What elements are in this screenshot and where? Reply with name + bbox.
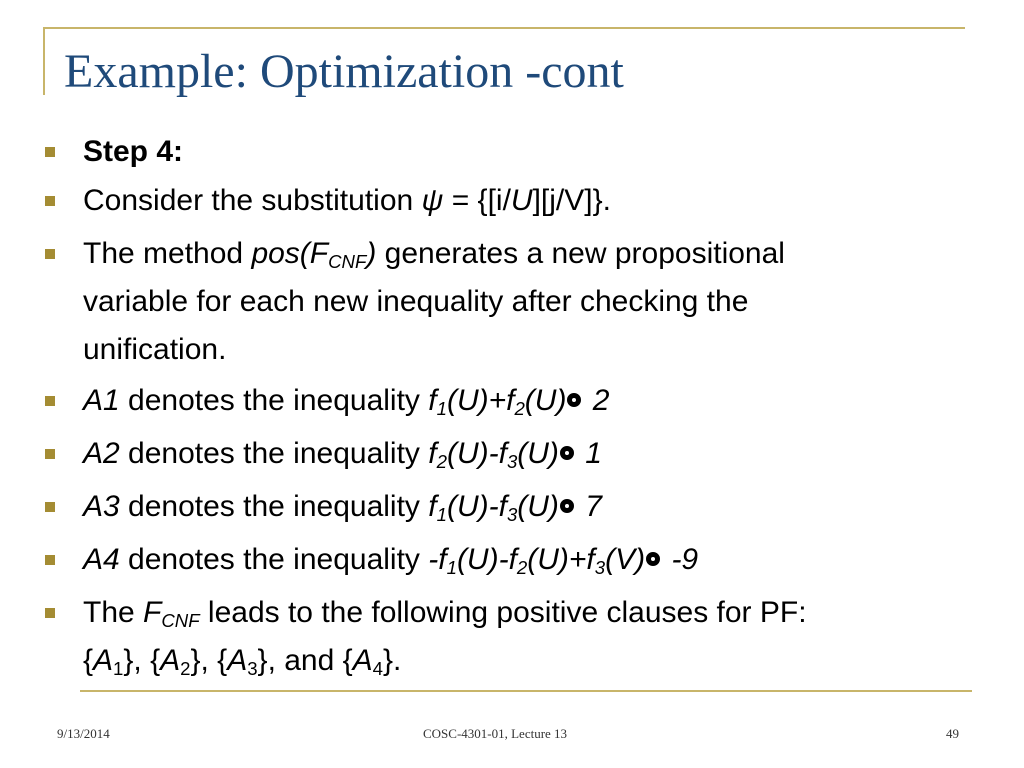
ring-symbol-icon — [560, 499, 574, 513]
subscript: 2 — [180, 658, 191, 680]
bullet-a2 — [83, 430, 983, 478]
text-run: generates a new propositional — [376, 237, 785, 270]
subscript: 3 — [247, 658, 258, 680]
a1-expression — [428, 384, 567, 420]
subscript: 1 — [436, 504, 447, 526]
square-bullet-icon — [45, 249, 55, 259]
pos-line-2: variable for each new inequality after checking the — [83, 285, 749, 318]
a2-value: 1 — [576, 437, 602, 470]
text-run: (U) — [517, 490, 559, 523]
text-run: }, and { — [257, 644, 353, 677]
text-run: denotes the inequality — [119, 437, 429, 470]
text-run: denotes the inequality — [119, 543, 429, 576]
a3-line — [83, 483, 983, 531]
a1-value: 2 — [584, 384, 610, 417]
text-run: denotes the inequality — [119, 490, 429, 523]
text-run: (U) — [517, 437, 559, 470]
text-run: The — [83, 596, 144, 629]
text-run: }, { — [190, 644, 228, 677]
bullet-a1 — [83, 377, 983, 425]
text-run: A — [93, 644, 114, 677]
a2-expression — [428, 437, 559, 473]
a4-expression — [428, 543, 646, 579]
square-bullet-icon — [45, 396, 55, 406]
a1-label: A1 — [83, 384, 120, 417]
square-bullet-icon — [45, 608, 55, 618]
a3-expression — [428, 490, 559, 526]
subscript: 1 — [113, 658, 124, 680]
text-run: A — [160, 644, 181, 677]
subscript: 3 — [594, 557, 606, 579]
square-bullet-icon — [45, 502, 55, 512]
step-label: Step 4: — [83, 135, 184, 168]
square-bullet-icon — [45, 196, 55, 206]
square-bullet-icon — [45, 147, 55, 157]
subscript: 3 — [506, 451, 518, 473]
a3-label: A3 — [83, 490, 120, 523]
ring-symbol-icon — [646, 552, 660, 566]
fcnf-symbol — [143, 596, 200, 632]
text-run: Consider the substitution — [83, 184, 422, 217]
a3-value: 7 — [576, 490, 602, 523]
pos-function — [251, 237, 377, 273]
text-run: F — [143, 596, 162, 629]
clauses-line-1 — [83, 589, 983, 637]
subscript: 2 — [516, 557, 528, 579]
text-run: { — [83, 644, 94, 677]
subscript: 3 — [506, 504, 518, 526]
subscript: 1 — [446, 557, 457, 579]
a2-label: A2 — [83, 437, 120, 470]
bullet-a4 — [83, 536, 983, 584]
bullet-pos-method — [83, 230, 983, 374]
bullet-substitution — [83, 177, 983, 225]
text-run: ][j/V]}. — [532, 184, 611, 217]
text-run: U — [510, 184, 533, 217]
text-run: (U)+f — [527, 543, 595, 576]
text-run: -f — [428, 543, 447, 576]
text-run: ) — [366, 237, 377, 270]
text-run: (U)-f — [446, 490, 507, 523]
ring-symbol-icon — [560, 446, 574, 460]
subscript: CNF — [328, 251, 367, 273]
footer-date: 9/13/2014 — [57, 726, 110, 741]
a4-value: -9 — [663, 543, 699, 576]
a1-line — [83, 377, 983, 425]
a4-label: A4 — [83, 543, 120, 576]
pos-line-1 — [83, 230, 983, 278]
footer-page-number: 49 — [946, 726, 959, 741]
text-run: leads to the following positive clauses for PF: — [199, 596, 807, 629]
subscript: 1 — [436, 398, 447, 420]
footer-course: COSC-4301-01, Lecture 13 — [423, 726, 568, 741]
text-run: f — [428, 437, 437, 470]
text-run: A — [352, 644, 373, 677]
bullet-a3 — [83, 483, 983, 531]
psi-symbol: ψ — [421, 184, 444, 217]
text-run: (V) — [605, 543, 646, 576]
text-run: f — [428, 490, 437, 523]
text-run: pos(F — [251, 237, 329, 270]
text-run: denotes the inequality — [119, 384, 429, 417]
a2-line — [83, 430, 983, 478]
text-run: (U)-f — [446, 437, 507, 470]
bullet-clauses — [83, 589, 983, 685]
slide-title: Example: Optimization -cont — [64, 45, 624, 98]
square-bullet-icon — [45, 555, 55, 565]
square-bullet-icon — [45, 449, 55, 459]
subscript: 4 — [372, 658, 384, 680]
substitution-text — [83, 177, 983, 225]
text-run: (U)-f — [456, 543, 517, 576]
text-run: A — [227, 644, 248, 677]
subscript: 2 — [514, 398, 525, 420]
text-run: }. — [383, 644, 402, 677]
text-run: (U) — [524, 384, 567, 417]
subscript: CNF — [161, 610, 200, 632]
bullet-step — [83, 128, 983, 176]
text-run: The method — [83, 237, 252, 270]
clauses-line-2 — [83, 637, 983, 685]
text-run: }, { — [123, 644, 161, 677]
text-run: (U)+f — [446, 384, 515, 417]
pos-line-3: unification. — [83, 333, 227, 366]
subscript: 2 — [436, 451, 447, 473]
ring-symbol-icon — [567, 393, 581, 407]
text-run: f — [428, 384, 437, 417]
text-run: = {[i/ — [443, 184, 511, 217]
a4-line — [83, 536, 983, 584]
